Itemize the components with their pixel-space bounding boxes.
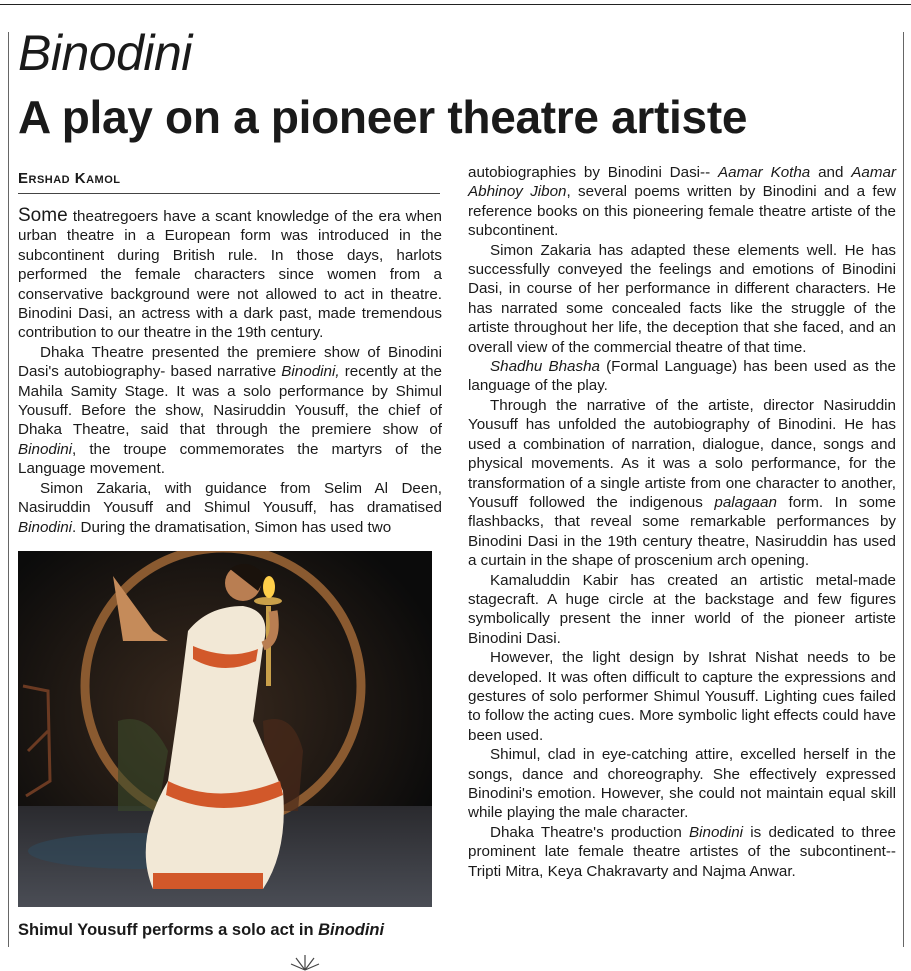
sunburst-ornament-icon (290, 953, 320, 971)
flame-icon (263, 576, 275, 598)
paragraph: Kamaluddin Kabir has created an artistic metal-made stagecraft. A huge circle at the backstage and few figures symbolically present the inner world of the pioneer artiste Binodini Dasi. (468, 571, 896, 647)
photo-caption: Shimul Yousuff performs a solo act in Binodini (18, 921, 385, 939)
article-kicker: Binodini (18, 25, 192, 81)
byline-divider (18, 193, 440, 194)
article-headline: A play on a pioneer theatre artiste (18, 91, 748, 143)
right-border-rule (903, 32, 904, 947)
paragraph: However, the light design by Ishrat Nishat needs to be developed. It was often difficult to capture the expressions and gestures of solo performer Shimul Yousuff. Lighting cues failed to follow the acting cues. More symbolic light effects could have been used. (468, 649, 896, 744)
paragraph: Dhaka Theatre presented the premiere show of Binodini Dasi's autobiography- based narrative Binodini, recently at the Mahila Samity Stage. It was a solo performance by Shimul Yousuff. Before the show, Nasiruddin Yousuff, the chief of Dhaka Theatre, said that through the premiere show of Binodini, the troupe commemorates the martyrs of the Language movement. (18, 343, 442, 478)
left-column (18, 206, 442, 537)
paragraph: Simon Zakaria, with guidance from Selim Al Deen, Nasiruddin Yousuff and Shimul Yousuff, has dramatised Binodini. During the dramatisation, Simon has used two (18, 479, 442, 536)
paragraph: Through the narrative of the artiste, director Nasiruddin Yousuff has unfolded the autobiography of Binodini. He has used a combination of narration, dialogue, dance, songs and physical movements. As it was a solo performance, for the transformation of a single artiste from one character to another, Yousuff followed the indigenous palagaan form. In some flashbacks, that reveal some remarkable performances by Binodini Dasi in the 19th century theatre, Nasiruddin has used a curtain in the shape of proscenium arch opening. (468, 396, 896, 570)
paragraph: Dhaka Theatre's production Binodini is dedicated to three prominent late female theatre artistes of the subcontinent-- Tripti Mitra, Keya Chakravarty and Najma Anwar. (468, 823, 897, 880)
paragraph: Simon Zakaria has adapted these elements well. He has successfully conveyed the feelings and emotions of Binodini Dasi, in course of her performance in different characters. He has narrated some concealed facts like the struggle of the artiste throughout her life, the deception that she faced, and an overall view of the commercial theatre of that time. (468, 241, 896, 356)
paragraph: Shimul, clad in eye-catching attire, excelled herself in the songs, dance and choreography. She effectively expressed Binodini's emotion. However, she could not maintain equal skill while playing the male character. (468, 746, 896, 822)
article-byline: Ershad Kamol (18, 170, 121, 187)
paragraph: autobiographies by Binodini Dasi-- Aamar Kotha and Aamar Abhinoy Jibon, several poems written by Binodini and a few reference books on this pioneering female theatre artiste of the subcontinent. (468, 164, 897, 240)
dancer-illustration (18, 551, 432, 907)
performance-photo (18, 551, 432, 907)
left-border-rule (8, 32, 9, 947)
right-column (468, 163, 896, 881)
paragraph: Shadhu Bhasha (Formal Language) has been used as the language of the play. (468, 358, 897, 395)
paragraph: Some theatregoers have a scant knowledge of the era when urban theatre in a European form was introduced in the subcontinent during British rule. In those days, harlots performed the female characters since women from a conservative background were not allowed to act in theatre. Binodini Dasi, an actress with a dark past, made tremendous contribution to our theatre in the 19th century. (18, 205, 442, 342)
page-top-rule (0, 4, 911, 5)
